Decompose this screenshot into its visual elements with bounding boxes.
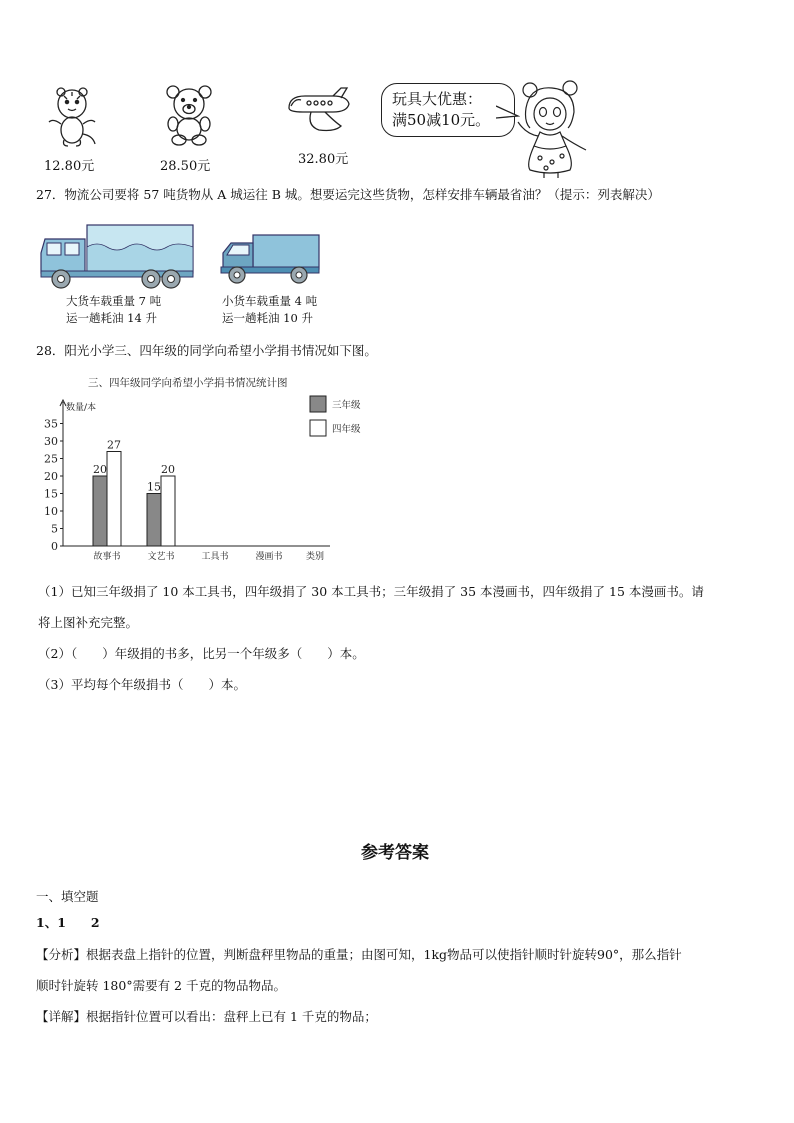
- bar-value-label: 20: [93, 463, 107, 476]
- small-truck-caption: [222, 293, 317, 327]
- x-tick-label: 工具书: [201, 552, 229, 562]
- small-truck-fuel: 运一趟耗油 10 升: [222, 311, 313, 325]
- x-tick-label: 漫画书: [255, 552, 283, 562]
- answer-item-1: 1、1 2: [36, 915, 100, 930]
- big-truck-capacity: 大货车载重量 7 吨: [66, 294, 162, 308]
- bar-value-label: 27: [107, 438, 121, 452]
- question-28-sub3: （3）平均每个年级捐书（ ）本。: [38, 677, 246, 692]
- bar-chart: [30, 372, 380, 567]
- toy-price: 28.50元: [160, 159, 211, 174]
- girl-character-icon: [508, 80, 596, 180]
- y-tick-label: 0: [51, 540, 58, 553]
- big-truck-fuel: 运一趟耗油 14 升: [66, 311, 157, 325]
- analysis-line: 顺时针旋转 180°需要有 2 千克的物品物品。: [36, 978, 286, 993]
- bar: [93, 476, 107, 546]
- toy-airplane-icon: [283, 86, 355, 136]
- legend-swatch: [310, 420, 326, 436]
- tiger-toy-icon: [44, 84, 100, 148]
- toy-price: 32.80元: [298, 152, 349, 167]
- y-tick-label: 15: [44, 487, 58, 501]
- bar: [147, 494, 161, 547]
- chart-xlabel: 类别: [306, 552, 325, 562]
- detail-line: 【详解】根据指针位置可以看出：盘秤上已有 1 千克的物品；: [36, 1009, 377, 1024]
- question-28-sub2: （2）（ ）年级捐的书多，比另一个年级多（ ）本。: [38, 646, 365, 661]
- bar-value-label: 15: [147, 480, 161, 494]
- y-tick-label: 30: [44, 435, 58, 448]
- question-28-sub1-line1: （1）已知三年级捐了 10 本工具书，四年级捐了 30 本工具书；三年级捐了 35 本漫画书，四年级捐了 15 本漫画书。请: [38, 584, 704, 599]
- bar-value-label: 20: [161, 463, 175, 476]
- legend-label: 三年级: [332, 400, 361, 411]
- y-tick-label: 20: [44, 470, 58, 483]
- promo-line: 满50减10元。: [392, 111, 491, 129]
- y-tick-label: 25: [44, 452, 58, 466]
- analysis-line: 【分析】根据表盘上指针的位置，判断盘秤里物品的重量；由图可知，1kg物品可以使指针顺时针旋转90°，那么指针: [36, 947, 682, 962]
- section-heading: 一、填空题: [36, 889, 99, 904]
- x-tick-label: 文艺书: [147, 552, 175, 562]
- answers-title: 参考答案: [361, 843, 429, 863]
- bar: [161, 476, 175, 546]
- toy-price: 12.80元: [44, 159, 95, 174]
- legend-label: 四年级: [332, 424, 361, 435]
- y-tick-label: 10: [44, 505, 58, 518]
- promo-line: 玩具大优惠：: [392, 90, 483, 108]
- legend-swatch: [310, 396, 326, 412]
- big-truck-icon: [39, 221, 195, 291]
- small-truck-capacity: 小货车载重量 4 吨: [222, 294, 318, 308]
- chart-ylabel: 数量/本: [66, 403, 97, 413]
- y-tick-label: 35: [44, 417, 58, 431]
- question-28: 28．阳光小学三、四年级的同学向希望小学捐书情况如下图。: [36, 343, 377, 358]
- teddy-bear-icon: [163, 84, 215, 146]
- big-truck-caption: [66, 293, 161, 327]
- small-truck-icon: [219, 231, 323, 289]
- chart-title: 三、四年级同学向希望小学捐书情况统计图: [88, 377, 288, 389]
- question-27: 27．物流公司要将 57 吨货物从 A 城运往 B 城。想要运完这些货物，怎样安排车辆最省油？（提示：列表解决）: [36, 187, 660, 202]
- question-28-sub1-line2: 将上图补充完整。: [38, 615, 139, 630]
- y-tick-label: 5: [51, 522, 58, 536]
- promo-speech-bubble: [381, 83, 515, 137]
- x-tick-label: 故事书: [93, 552, 121, 562]
- bar: [107, 452, 121, 547]
